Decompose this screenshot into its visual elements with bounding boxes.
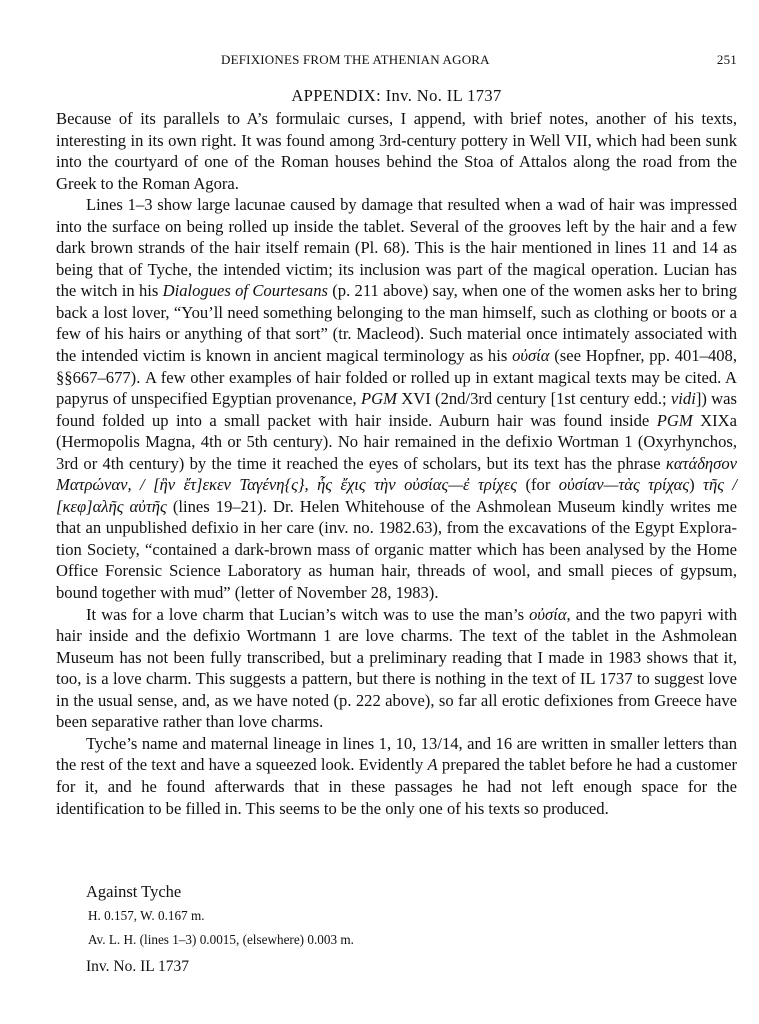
greek-ousia-2: οὐσία (529, 604, 567, 624)
caption-dimensions: H. 0.157, W. 0.167 m. (88, 908, 205, 923)
author-a: A (427, 755, 438, 775)
caption-inventory: Inv. No. IL 1737 (86, 958, 190, 975)
paragraph-3 (56, 604, 737, 733)
page-number: 251 (716, 52, 737, 67)
paragraph-4 (56, 733, 737, 819)
appendix-heading: APPENDIX: Inv. No. IL 1737 (291, 86, 502, 105)
running-head (56, 52, 737, 72)
caption-title: Against Tyche (86, 882, 182, 901)
paragraph-2 (56, 194, 737, 603)
greek-phrase-1: κατάδησον Ματρώναν, / [ἣν ἔτ]εκεν Ταγένη{ς}, ἧς ἔχις τὴν οὐσίας—ἐ τρίχες (56, 453, 737, 495)
pgm-label-2: PGM (656, 410, 693, 430)
paragraph-1: Because of its parallels to A’s formulaic curses, I append, with brief notes, another of his texts, interesting in its own right. It was found among 3rd-century pottery in Well VII, which had been sunk into the courtyard of one of the Roman houses behind the Stoa of Attalos along the road from the Greek to the Roman Agora. (56, 109, 737, 193)
p2-text-1: Lines 1–3 show large lacunae caused by damage that resulted when a wad of hair was impressed into the surface on being rolled up inside the tablet. Several of the grooves left by the hair and a few dark brown strands of the hair itself remain (Pl. 68). This is the hair mentioned in lines 11 and 14 as being that of Tyche, the intended victim; its inclusion was part of the magical operation. Lucian has the witch in his (56, 195, 737, 301)
p2-text-9: (lines 19–21). Dr. Helen Whitehouse of the Ashmolean Museum kindly writes me that an unpublished defixio in her care (inv. no. 1982.63), from the excavations of the Egypt Exploration Society, “contained a dark-brown mass of organic matter which has been analysed by the Home Office Forensic Science Laboratory as human hair, threads of wool, and small pieces of gypsum, bound together with mud” (letter of November 28, 1983). (56, 496, 737, 603)
caption-letter-heights: Av. L. H. (lines 1–3) 0.0015, (elsewhere) 0.003 m. (88, 932, 354, 947)
p2-text-3: (see Hopfner, pp. 401–408, §§667–677). A few other examples of hair folded or rolled up in extant magical texts may be cited. A papyrus of unspecified Egyptian provenance, (56, 346, 737, 409)
greek-phrase-3: τῆς / [κεφ]αλῆς αὐτῆς (56, 475, 738, 516)
p3-text-1: It was for a love charm that Lucian’s witch was to use the man’s (86, 604, 530, 624)
body-text (56, 108, 737, 819)
running-title: DEFIXIONES FROM THE ATHENIAN AGORA (221, 52, 490, 67)
greek-ousia: οὐσία (512, 346, 550, 366)
p2-text-7: (for (517, 475, 559, 495)
vidi-label: vidi (670, 389, 696, 409)
dialogues-title: Dialogues of Courtesans (162, 281, 328, 301)
p2-text-5: ]) was found folded up into a small packet with hair inside. Auburn hair was found inside (56, 389, 737, 430)
pgm-label-1: PGM (360, 389, 397, 409)
p4-text-2: prepared the tablet before he had a customer for it, and he found afterwards that in these passages he had not left enough space for the identification to be filled in. This seems to be the only one of his texts so produced. (56, 755, 738, 818)
p4-text-1: Tyche’s name and maternal lineage in lines 1, 10, 13/14, and 16 are written in smaller letters than the rest of the text and have a squeezed look. Evidently (56, 733, 737, 775)
p3-text-2: , and the two papyri with hair inside and the defixio Wortmann 1 are love charms. The text of the tablet in the Ashmolean Museum has not been fully transcribed, but a preliminary reading that I made in 1983 shows that it, too, is a love charm. This suggests a pattern, but there is nothing in the text of IL 1737 to suggest love in the usual sense, and, as we have noted (p. 222 above), so far all erotic defixiones from Greece have been separative rather than love charms. (56, 604, 737, 732)
p2-text-4: XVI (2nd/3rd century [1st century edd.; (396, 389, 671, 409)
p2-text-2: (p. 211 above) say, when one of the women asks her to bring back a lost lover, “You’ll need something belonging to the man himself, such as clothing or boots or a few of his hairs or anything of that sort” (tr. Macleod). Such material once intimately associated with the intended victim is known in ancient magical terminology as his (56, 281, 737, 366)
greek-phrase-2: οὐσίαν—τὰς τρίχας (558, 475, 690, 495)
p2-text-6: XIXa (Hermopolis Magna, 4th or 5th century). No hair remained in the defixio Wortman 1 (Oxyrhynchos, 3rd or 4th century) by the time it reached the eyes of scholars, but its text has the phrase (56, 410, 737, 473)
p2-text-8: ) (689, 475, 704, 495)
